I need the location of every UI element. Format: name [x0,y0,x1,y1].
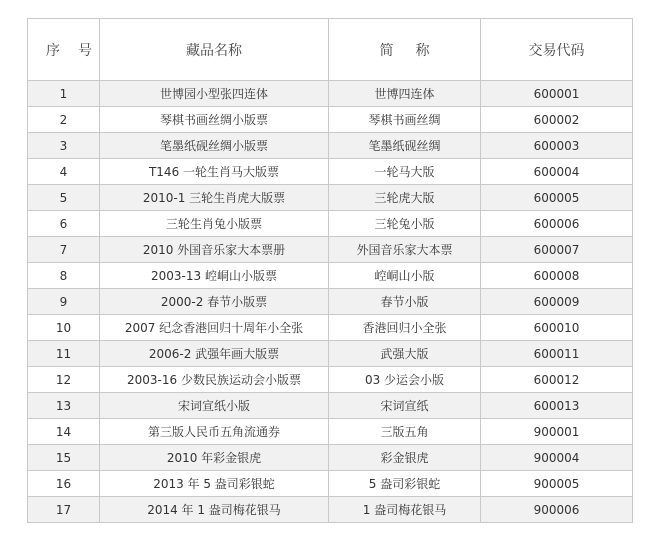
table-row [28,315,633,341]
cell-code: 600002 [481,107,633,133]
cell-seq: 14 [28,419,100,445]
cell-abbr: 琴棋书画丝绸 [329,107,481,133]
table-row [28,185,633,211]
table-row [28,497,633,523]
cell-code: 600005 [481,185,633,211]
cell-code: 900005 [481,471,633,497]
table-row [28,341,633,367]
cell-name: 2000-2 春节小版票 [100,289,329,315]
cell-name: 琴棋书画丝绸小版票 [100,107,329,133]
table-row [28,263,633,289]
cell-seq: 3 [28,133,100,159]
cell-name: 2003-13 崆峒山小版票 [100,263,329,289]
cell-seq: 16 [28,471,100,497]
cell-code: 600010 [481,315,633,341]
cell-code: 900006 [481,497,633,523]
table-row [28,107,633,133]
table-row [28,367,633,393]
cell-name: 2014 年 1 盎司梅花银马 [100,497,329,523]
cell-seq: 17 [28,497,100,523]
cell-code: 600009 [481,289,633,315]
cell-name: 笔墨纸砚丝绸小版票 [100,133,329,159]
cell-name: 2007 纪念香港回归十周年小全张 [100,315,329,341]
cell-abbr: 春节小版 [329,289,481,315]
cell-seq: 2 [28,107,100,133]
cell-name: 2013 年 5 盎司彩银蛇 [100,471,329,497]
cell-abbr: 1 盎司梅花银马 [329,497,481,523]
cell-abbr: 三轮虎大版 [329,185,481,211]
cell-code: 600011 [481,341,633,367]
cell-abbr: 武强大版 [329,341,481,367]
cell-seq: 9 [28,289,100,315]
cell-abbr: 彩金银虎 [329,445,481,471]
cell-abbr: 三轮兔小版 [329,211,481,237]
table-row [28,237,633,263]
cell-code: 600003 [481,133,633,159]
header-seq: 序号 [28,19,100,81]
cell-code: 600001 [481,81,633,107]
cell-name: 三轮生肖兔小版票 [100,211,329,237]
cell-code: 600012 [481,367,633,393]
cell-seq: 11 [28,341,100,367]
cell-code: 600006 [481,211,633,237]
cell-seq: 13 [28,393,100,419]
cell-name: 宋词宣纸小版 [100,393,329,419]
cell-abbr: 一轮马大版 [329,159,481,185]
cell-abbr: 宋词宣纸 [329,393,481,419]
table-row [28,81,633,107]
cell-seq: 6 [28,211,100,237]
header-code: 交易代码 [481,19,633,81]
table-row [28,419,633,445]
cell-code: 600008 [481,263,633,289]
cell-seq: 7 [28,237,100,263]
cell-name: 2010 外国音乐家大本票册 [100,237,329,263]
cell-name: 世博园小型张四连体 [100,81,329,107]
cell-name: T146 一轮生肖马大版票 [100,159,329,185]
cell-seq: 8 [28,263,100,289]
table-header-row [28,19,633,81]
cell-name: 2006-2 武强年画大版票 [100,341,329,367]
table-row [28,211,633,237]
cell-seq: 10 [28,315,100,341]
cell-abbr: 03 少运会小版 [329,367,481,393]
cell-code: 600007 [481,237,633,263]
cell-name: 2010-1 三轮生肖虎大版票 [100,185,329,211]
cell-name: 2010 年彩金银虎 [100,445,329,471]
cell-code: 600004 [481,159,633,185]
cell-code: 900004 [481,445,633,471]
cell-seq: 5 [28,185,100,211]
cell-abbr: 世博四连体 [329,81,481,107]
cell-code: 900001 [481,419,633,445]
cell-abbr: 崆峒山小版 [329,263,481,289]
cell-abbr: 5 盎司彩银蛇 [329,471,481,497]
table-row [28,471,633,497]
table-row [28,393,633,419]
collectibles-table [27,18,633,523]
cell-abbr: 笔墨纸砚丝绸 [329,133,481,159]
cell-name: 第三版人民币五角流通券 [100,419,329,445]
cell-abbr: 香港回归小全张 [329,315,481,341]
table-row [28,133,633,159]
cell-seq: 12 [28,367,100,393]
cell-seq: 15 [28,445,100,471]
cell-abbr: 外国音乐家大本票 [329,237,481,263]
cell-seq: 4 [28,159,100,185]
table-row [28,445,633,471]
cell-name: 2003-16 少数民族运动会小版票 [100,367,329,393]
cell-code: 600013 [481,393,633,419]
header-abbr: 简称 [329,19,481,81]
table-row [28,159,633,185]
header-name: 藏品名称 [100,19,329,81]
cell-seq: 1 [28,81,100,107]
cell-abbr: 三版五角 [329,419,481,445]
table-row [28,289,633,315]
